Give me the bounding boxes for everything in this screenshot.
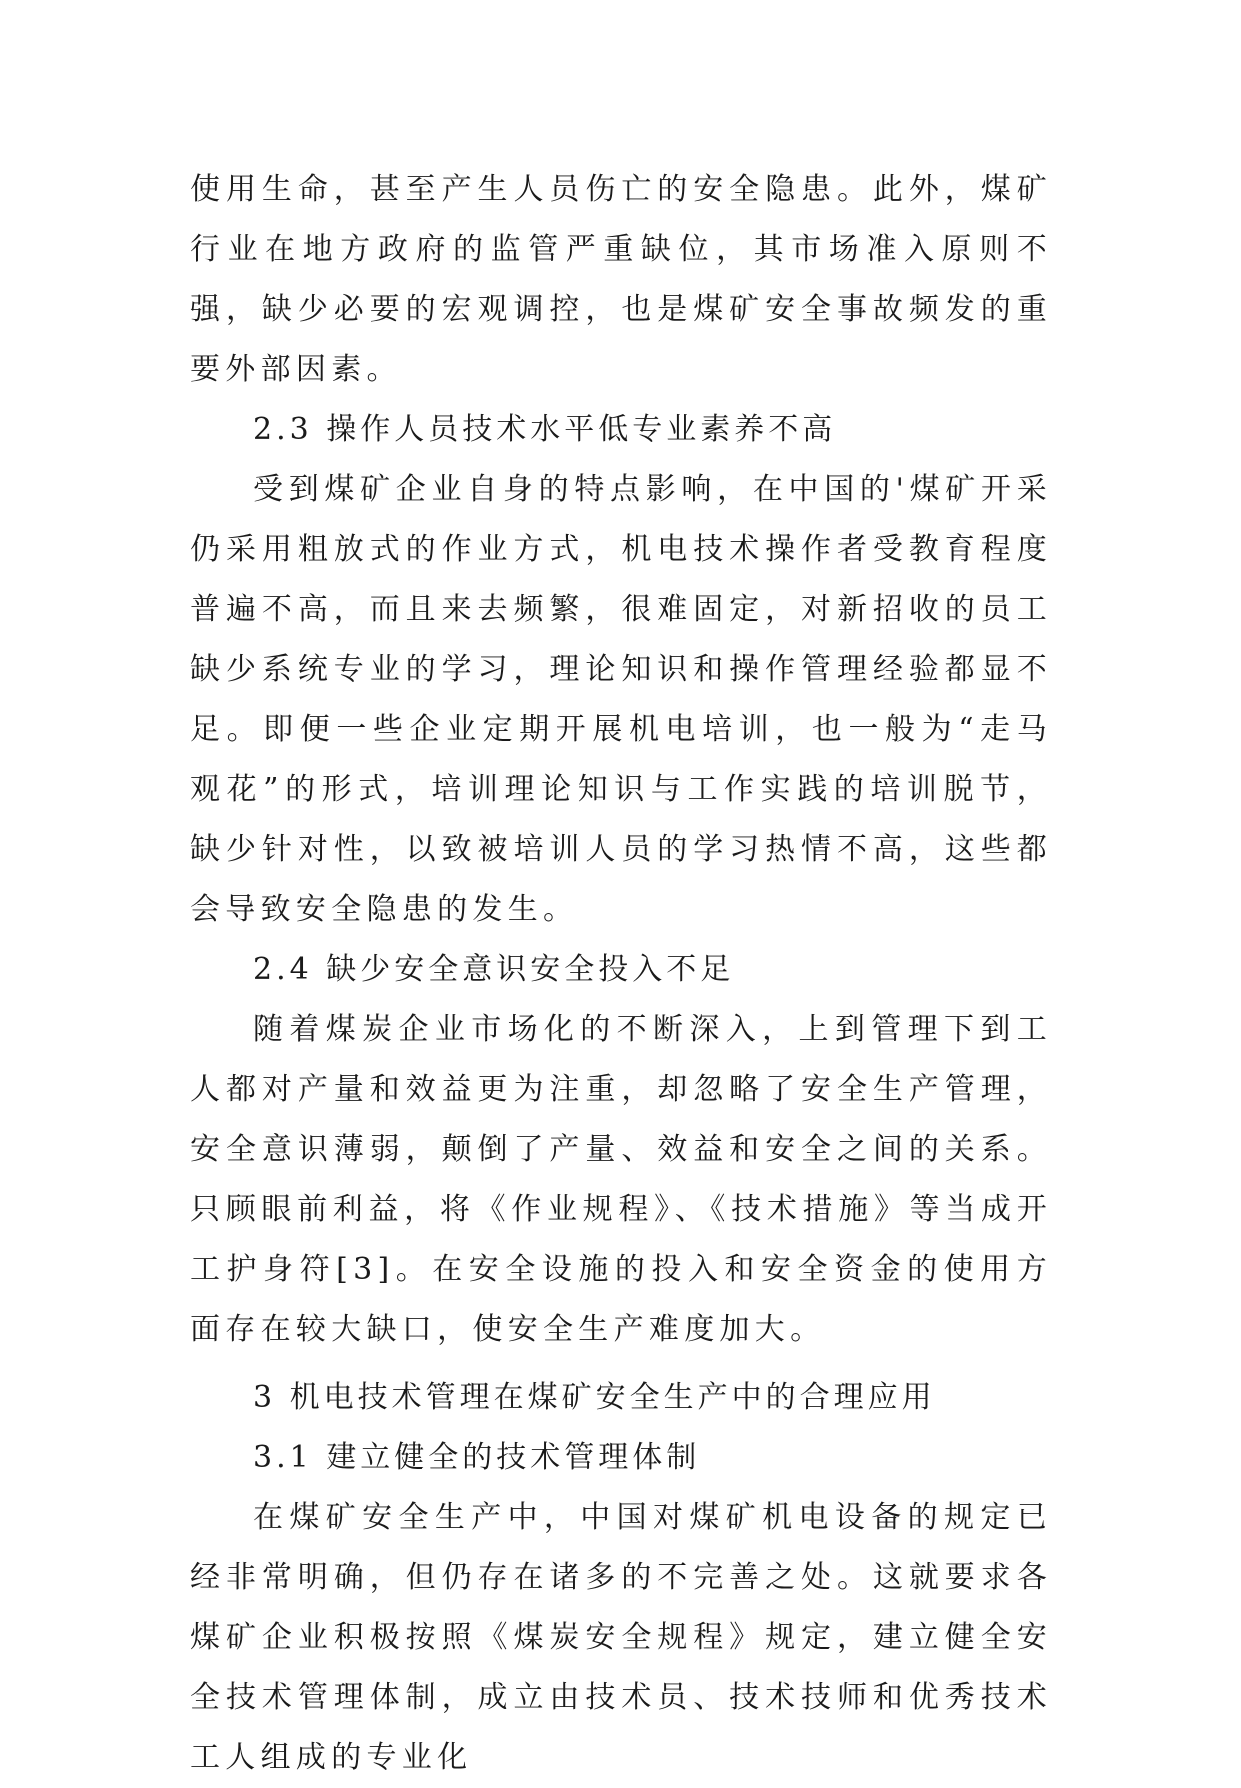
paragraph-safety-hazards-continued: 使用生命，甚至产生人员伤亡的安全隐患。此外，煤矿行业在地方政府的监管严重缺位，其市场准入原则不强，缺少必要的宏观调控，也是煤矿安全事故频发的重要外部因素。	[190, 172, 1052, 387]
section-heading-2-3: 2.3 操作人员技术水平低专业素养不高	[253, 412, 837, 447]
paragraph-operator-skills: 受到煤矿企业自身的特点影响，在中国的'煤矿开采仍采用粗放式的作业方式，机电技术操作者受教育程度普遍不高，而且来去频繁，很难固定，对新招收的员工缺少系统专业的学习，理论知识和操作管理经验都显不足。即便一些企业定期开展机电培训，也一般为“走马观花”的形式，培训理论知识与工作实践的培训脱节，缺少针对性，以致被培训人员的学习热情不高，这些都会导致安全隐患的发生。	[190, 472, 1052, 927]
section-heading-2-4: 2.4 缺少安全意识安全投入不足	[253, 952, 735, 987]
section-heading-3-1: 3.1 建立健全的技术管理体制	[253, 1440, 701, 1475]
paragraph-safety-awareness: 随着煤炭企业市场化的不断深入，上到管理下到工人都对产量和效益更为注重，却忽略了安全生产管理，安全意识薄弱，颠倒了产量、效益和安全之间的关系。只顾眼前利益，将《作业规程》、《技术措施》等当成开工护身符[3]。在安全设施的投入和安全资金的使用方面存在较大缺口，使安全生产难度加大。	[190, 1012, 1052, 1347]
section-heading-3: 3 机电技术管理在煤矿安全生产中的合理应用	[253, 1380, 936, 1415]
paragraph-management-system: 在煤矿安全生产中，中国对煤矿机电设备的规定已经非常明确，但仍存在诸多的不完善之处。这就要求各煤矿企业积极按照《煤炭安全规程》规定，建立健全安全技术管理体制，成立由技术员、技术技师和优秀技术工人组成的专业化	[190, 1500, 1052, 1775]
document-body	[190, 160, 1052, 1788]
